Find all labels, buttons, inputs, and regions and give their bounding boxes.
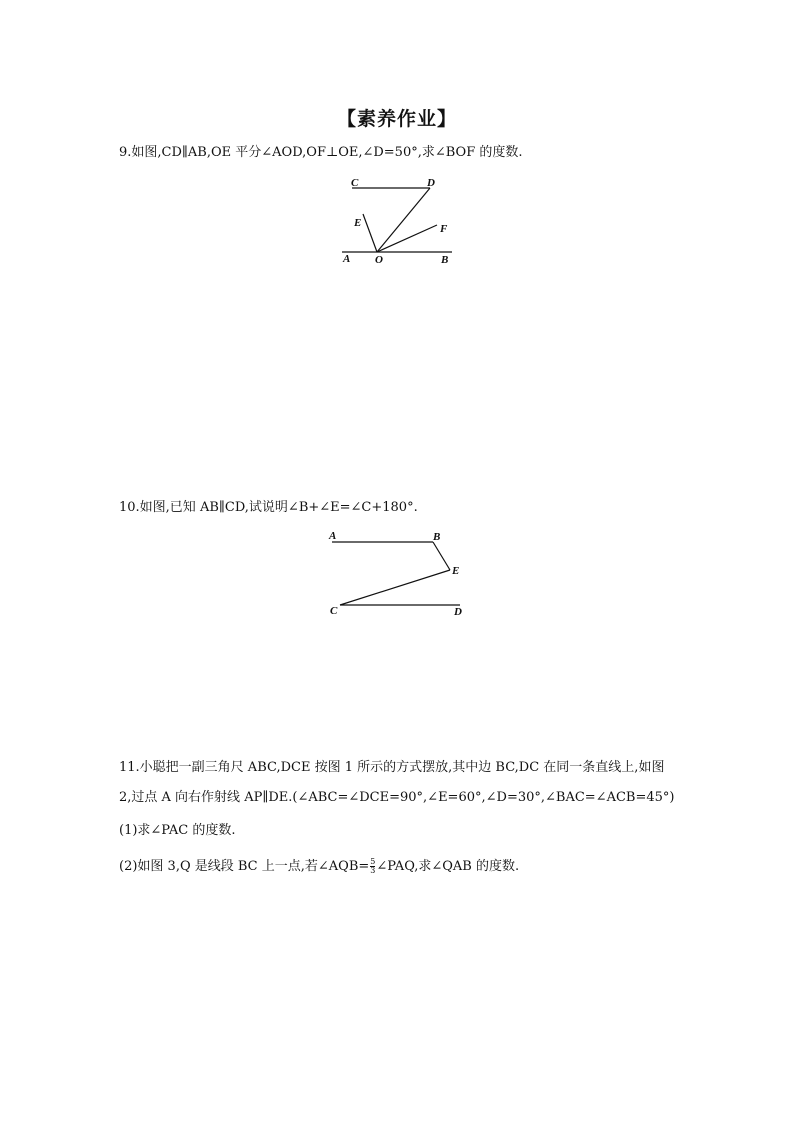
problem-9-figure	[330, 170, 470, 270]
segment-be	[433, 542, 450, 570]
label-b: B	[441, 254, 449, 266]
fraction-denominator: 3	[370, 866, 376, 875]
ray-oe	[363, 214, 377, 252]
label-c: C	[351, 177, 359, 189]
label-a: A	[329, 530, 337, 542]
sub-2-after: ∠PAQ,求∠QAB 的度数.	[376, 859, 520, 874]
label-c: C	[330, 605, 338, 617]
label-b: B	[433, 531, 441, 543]
label-d: D	[427, 177, 435, 189]
problem-11-line-2: 2,过点 A 向右作射线 AP∥DE.(∠ABC=∠DCE=90°,∠E=60°,∠D=30°,∠BAC=∠ACB=45°)	[119, 790, 675, 805]
label-e: E	[354, 217, 362, 229]
page-title: 【素养作业】	[336, 108, 457, 130]
fraction-numerator: 5	[370, 857, 376, 866]
label-d: D	[454, 606, 462, 618]
problem-11-line-1: 11.小聪把一副三角尺 ABC,DCE 按图 1 所示的方式摆放,其中边 BC,DC 在同一条直线上,如图	[119, 760, 665, 775]
label-o: O	[375, 254, 383, 266]
label-f: F	[440, 223, 448, 235]
fraction	[370, 858, 375, 875]
sub-2-before: (2)如图 3,Q 是线段 BC 上一点,若∠AQB=	[119, 859, 370, 874]
problem-11-sub-2	[119, 858, 519, 876]
label-a: A	[343, 253, 351, 265]
segment-ec	[340, 570, 450, 605]
ray-of	[377, 225, 437, 252]
problem-11-sub-1: (1)求∠PAC 的度数.	[119, 823, 236, 838]
problem-10-text: 10.如图,已知 AB∥CD,试说明∠B+∠E=∠C+180°.	[119, 500, 418, 515]
problem-9-text: 9.如图,CD∥AB,OE 平分∠AOD,OF⊥OE,∠D=50°,求∠BOF 的度数.	[119, 145, 523, 160]
problem-10-figure	[320, 525, 480, 625]
ray-od	[377, 188, 430, 252]
label-e: E	[452, 565, 460, 577]
